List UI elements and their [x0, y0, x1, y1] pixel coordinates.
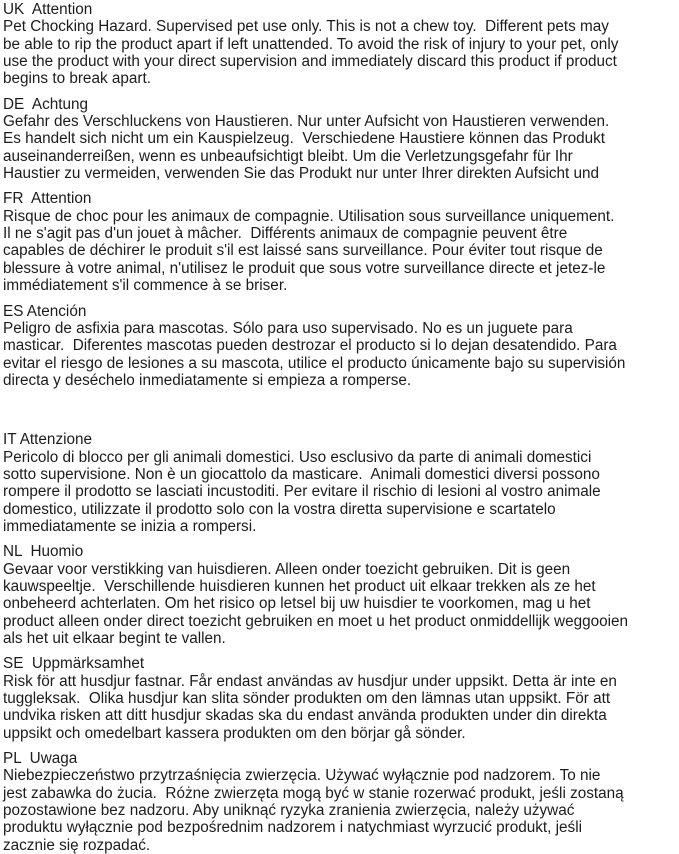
section-body-pl: Niebezpieczeństwo przytrzaśnięcia zwierzęcia. Używać wyłącznie pod nadzorem. To nie jest zabawka do żucia. Różne zwierzęta mogą być w stanie rozerwać produkt, jeśli zostaną pozostawione bez nadzoru. Aby uniknąć ryzyka zranienia zwierzęcia, należy używać produktu wyłącznie pod bezpośrednim nadzorem i natychmiast wyrzucić produkt, jeśli zacznie się rozpadać. — [3, 767, 624, 854]
section-heading-se: SE Uppmärksamhet — [3, 655, 145, 673]
section-body-de: Gefahr des Verschluckens von Haustieren. Nur unter Aufsicht von Haustieren verwenden. Es handelt sich nicht um ein Kauspielzeug. Verschiedene Haustiere können das Produkt auseinanderreißen, wenn es unbeaufsichtigt bleibt. Um die Verletzungsgefahr für Ihr Haustier zu vermeiden, verwenden Sie das Produkt nur unter Ihrer direkten Aufsicht und — [3, 113, 610, 183]
section-body-nl: Gevaar voor verstikking van huisdieren. Alleen onder toezicht gebruiken. Dit is geen kauwspeeltje. Verschillende huisdieren kunnen het product uit elkaar trekken als ze het onbeheerd achterlaten. Om het risico op letsel bij uw huisdier te voorkomen, mag u het product alleen onder direct toezicht gebruiken en moet u het product onmiddellijk weggooien als het uit elkaar begint te vallen. — [3, 560, 629, 647]
section-heading-nl: NL Huomio — [3, 543, 84, 561]
section-body-fr: Risque de choc pour les animaux de compagnie. Utilisation sous surveillance uniquement. Il ne s'agit pas d'un jouet à mâcher. Différents animaux de compagnie peuvent être capables de déchirer le produit s'il est laissé sans surveillance. Pour éviter tout risque de blessure à votre animal, n'utilisez le produit que sous votre surveillance directe et jetez-le immédiatement s'il commence à se briser. — [3, 207, 615, 295]
section-heading-fr: FR Attention — [3, 190, 92, 208]
warning-section-uk — [3, 1, 679, 88]
section-body-es: Peligro de asfixia para mascotas. Sólo para uso supervisado. No es un juguete para masticar. Diferentes mascotas pueden destrozar el producto si lo dejan desatendido. Para evitar el riesgo de lesiones a su mascota, utilice el producto únicamente bajo su supervisión directa y deséchelo inmediatamente si empieza a romperse. — [3, 319, 626, 389]
section-heading-pl: PL Uwaga — [3, 750, 78, 768]
section-heading-es: ES Atención — [3, 302, 87, 320]
section-body-se: Risk för att husdjur fastnar. Får endast användas av husdjur under uppsikt. Detta är inte en tuggleksak. Olika husdjur kan slita sönder produkten om den lämnas utan uppsikt. För att undvika risken att ditt husdjur skadas ska du endast använda produkten under din direkta uppsikt och omedelbart kassera produkten om den börjar gå sönder. — [3, 672, 617, 742]
section-heading-it: IT Attenzione — [3, 431, 93, 449]
section-heading-uk: UK Attention — [3, 1, 93, 18]
warning-section-pl — [3, 750, 679, 854]
warning-section-se — [3, 655, 679, 742]
warning-section-it — [3, 431, 679, 535]
warning-section-nl — [3, 543, 679, 647]
section-heading-de: DE Achtung — [3, 95, 89, 113]
warning-section-de — [3, 96, 679, 183]
warning-section-fr — [3, 190, 679, 294]
section-body-it: Pericolo di blocco per gli animali domestici. Uso esclusivo da parte di animali domestici sotto supervisione. Non è un giocattolo da masticare. Animali domestici diversi possono rompere il prodotto se lasciati incustoditi. Per evitare il rischio di lesioni al vostro animale domestico, utilizzate il prodotto solo con la vostra diretta supervisione e scartatelo immediatamente se inizia a rompersi. — [3, 448, 601, 535]
section-body-uk: Pet Chocking Hazard. Supervised pet use only. This is not a chew toy. Different pets may be able to rip the product apart if left unattended. To avoid the risk of injury to your pet, only use the product with your direct supervision and immediately discard this product if product begins to break apart. — [3, 18, 619, 88]
warning-section-es — [3, 303, 679, 390]
